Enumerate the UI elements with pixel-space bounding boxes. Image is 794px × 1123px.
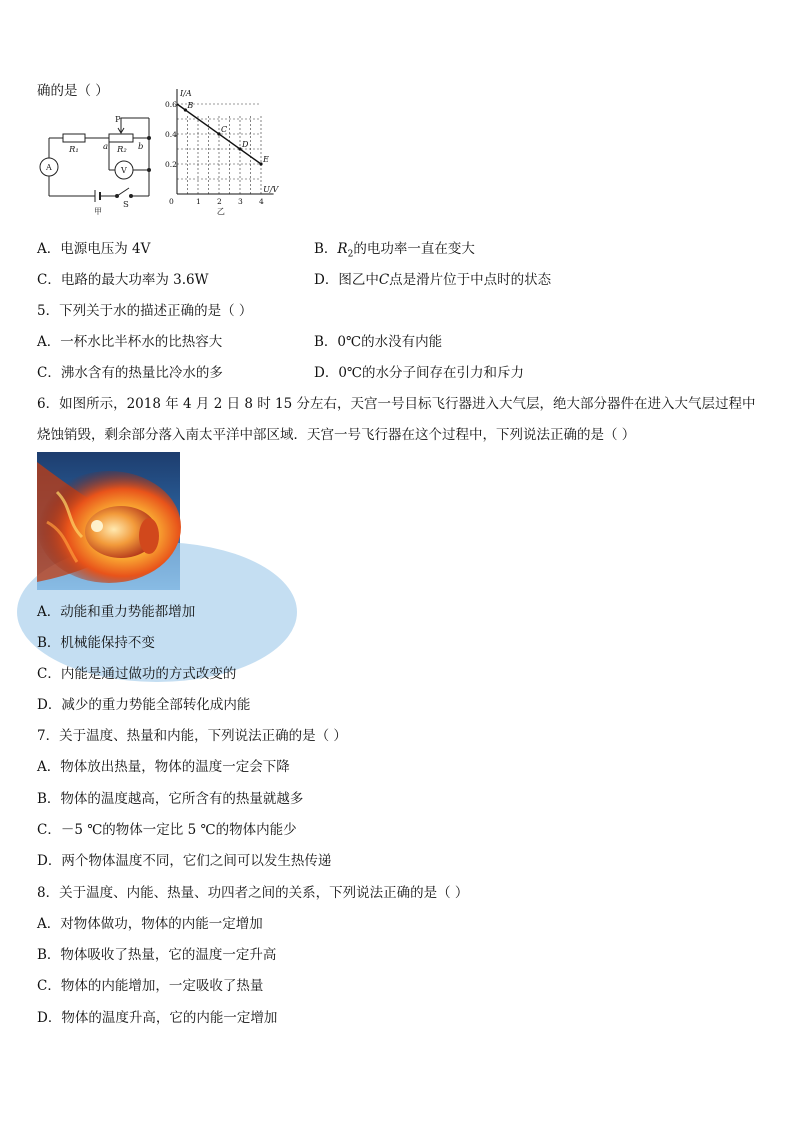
y-tick-label: 0.6 <box>165 100 177 109</box>
q4-option-b <box>314 240 475 264</box>
x-axis-label: U/V <box>263 185 279 194</box>
q4-option-b-prefix: B． <box>314 241 338 257</box>
graph-caption: 乙 <box>216 207 225 216</box>
q7-option-c: C．－5 ℃的物体一定比 5 ℃的物体内能少 <box>37 822 297 838</box>
q7-option-a: A．物体放出热量，物体的温度一定会下降 <box>37 759 290 775</box>
label-r1: R₁ <box>69 145 79 155</box>
q4-option-d-prefix: D．图乙中 <box>314 272 379 288</box>
circuit-diagram <box>40 118 151 202</box>
point-label-d: D <box>242 140 249 149</box>
iu-graph <box>165 89 280 216</box>
q4-stem-tail: 确的是（ ） <box>37 83 109 99</box>
point-label-e: E <box>263 155 269 164</box>
q4-option-c: C．电路的最大功率为 3.6W <box>37 272 209 288</box>
tiangong-reentry-image <box>37 452 180 590</box>
x-tick-label: 0 <box>169 197 174 206</box>
q6-option-d: D．减少的重力势能全部转化成内能 <box>37 697 251 713</box>
q5-option-d: D．0℃的水分子间存在引力和斥力 <box>314 365 525 381</box>
label-s: S <box>123 200 129 210</box>
y-tick-label: 0.2 <box>165 160 177 169</box>
y-tick-label: 0.4 <box>165 130 177 139</box>
q5-option-a: A．一杯水比半杯水的比热容大 <box>37 334 223 350</box>
q4-option-a: A．电源电压为 4V <box>37 241 151 257</box>
x-tick-label: 1 <box>196 197 201 206</box>
q7-option-b: B．物体的温度越高，它所含有的热量就越多 <box>37 791 304 807</box>
x-tick-label: 2 <box>217 197 222 206</box>
point-label-b: B <box>187 101 194 110</box>
q6-stem-line1: 6．如图所示，2018 年 4 月 2 日 8 时 15 分左右，天宫一号目标飞行器进入大气层，绝大部分器件在进入大气层过程中 <box>37 396 756 412</box>
x-tick-label: 3 <box>238 197 243 206</box>
q4-option-d-var: C <box>378 272 390 288</box>
resistor-r1 <box>63 134 85 142</box>
label-b: b <box>138 142 144 152</box>
q7-option-d: D．两个物体温度不同，它们之间可以发生热传递 <box>37 853 332 869</box>
q7-stem: 7．关于温度、热量和内能，下列说法正确的是（ ） <box>37 728 347 744</box>
switch-s <box>117 188 129 196</box>
q4-option-b-sub: 2 <box>347 249 354 260</box>
q5-option-c: C．沸水含有的热量比冷水的多 <box>37 365 223 381</box>
q6-option-a: A．动能和重力势能都增加 <box>37 604 196 620</box>
y-axis-label: I/A <box>180 89 192 98</box>
label-r2: R₂ <box>117 145 127 155</box>
q6-option-b: B．机械能保持不变 <box>37 635 155 651</box>
q4-option-b-rest: 的电功率一直在变大 <box>353 241 475 257</box>
circuit-caption: 甲 <box>94 207 102 216</box>
q8-option-d: D．物体的温度升高，它的内能一定增加 <box>37 1010 278 1026</box>
q8-option-c: C．物体的内能增加，一定吸收了热量 <box>37 978 264 994</box>
voltmeter-label: V <box>121 166 127 175</box>
q4-option-b-var: R <box>337 241 348 257</box>
label-a: a <box>103 142 109 152</box>
q5-option-b: B．0℃的水没有内能 <box>314 334 443 350</box>
q4-option-d <box>314 271 551 289</box>
x-tick-label: 4 <box>259 197 264 206</box>
q8-option-a: A．对物体做功，物体的内能一定增加 <box>37 916 263 932</box>
resistor-r2 <box>109 134 133 142</box>
label-p: P <box>115 115 121 125</box>
q5-stem: 5．下列关于水的描述正确的是（ ） <box>37 303 253 319</box>
ammeter-label: A <box>46 163 52 172</box>
q6-stem-line2: 烧蚀销毁，剩余部分落入南太平洋中部区域．天宫一号飞行器在这个过程中，下列说法正确的是（ ） <box>37 427 636 443</box>
point-label-c: C <box>221 125 228 134</box>
q6-option-c: C．内能是通过做功的方式改变的 <box>37 666 237 682</box>
q8-stem: 8．关于温度、内能、热量、功四者之间的关系，下列说法正确的是（ ） <box>37 885 469 901</box>
q4-option-d-rest: 点是滑片位于中点时的状态 <box>389 272 552 288</box>
q8-option-b: B．物体吸收了热量，它的温度一定升高 <box>37 947 277 963</box>
